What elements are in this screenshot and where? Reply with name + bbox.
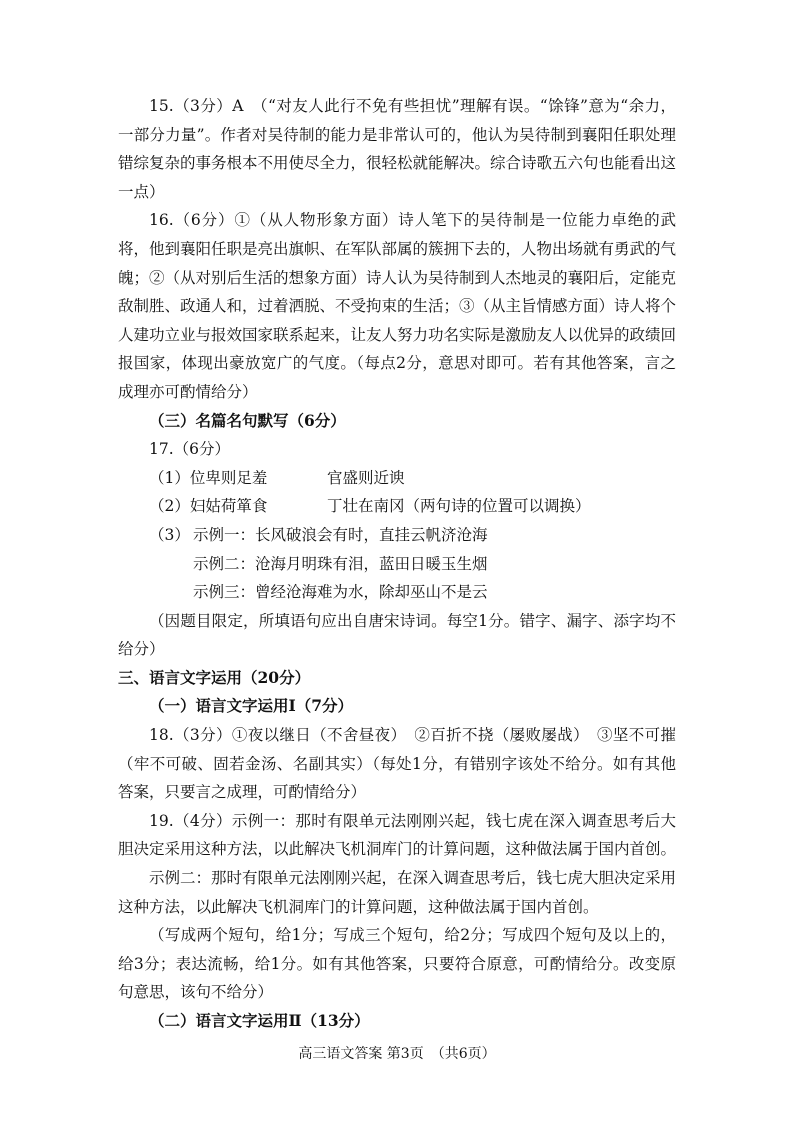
q17-2-first-half: （2）妇姑荷箪食 (149, 497, 268, 516)
answer-q16: 16.（6分）①（从人物形象方面）诗人笔下的吴待制是一位能力卓绝的武将，他到襄阳任职是亮出旗帜、在军队部属的簇拥下去的，人物出场就有勇武的气魄；②（从对别后生活的想象方面）诗人认为吴待制到人杰地灵的襄阳后，定能克敌制胜、政通人和，过着洒脱、不受拘束的生活；③（从主旨情感方面）诗人将个人建功立业与报效国家联系起来，让友人努力功名实际是激励友人以优异的政绩回报国家，体现出豪放宽广的气度。（每点2分，意思对即可。若有其他答案，言之成理亦可酌情给分） (118, 211, 677, 401)
answer-q17-line-4 (118, 550, 676, 579)
q17-1-second-half: 官盛则近谀 (327, 468, 405, 487)
q17-3-example-2: 示例二：沧海月明珠有泪，蓝田日暖玉生烟 (193, 554, 488, 573)
part-heading-language-use: 三、语言文字运用（20分） (118, 667, 311, 687)
answer-q17-note: （因题目限定，所填语句应出自唐宋诗词。每空1分。错字、漏字、添字均不给分） (118, 611, 676, 659)
answer-q19-example-1: 19.（4分）示例一：那时有限单元法刚刚兴起，钱七虎在深入调查思考后大胆决定采用这种方法，以此解决飞机洞库门的计算问题，这种做法属于国内首创。 (118, 811, 677, 859)
q17-2-second-half: 丁壮在南冈（两句诗的位置可以调换） (327, 497, 591, 516)
q17-3-example-1: 示例一：长风破浪会有时，直挂云帆济沧海 (193, 525, 488, 544)
answer-q17-line-1 (118, 464, 676, 493)
answer-q19-example-2: 示例二：那时有限单元法刚刚兴起，在深入调查思考后，钱七虎大胆决定采用这种方法，以此解决飞机洞库门的计算问题，这种做法属于国内首创。 (118, 869, 677, 916)
answer-q17-line-3 (118, 521, 676, 550)
q17-1-first-half: （1）位卑则足羞 (149, 468, 268, 487)
section-heading-mingpian: （三）名篇名句默写（6分） (149, 410, 346, 430)
page-footer: 高三语文答案 第3页 （共6页） (298, 1046, 496, 1062)
answer-q18: 18.（3分）①夜以继日（不舍昼夜） ②百折不挠（屡败屡战） ③坚不可摧（牢不可破、固若金汤、名副其实）（每处1分，有错别字该处不给分。如有其他答案，只要言之成理，可酌情给分） (118, 726, 676, 802)
q17-3-example-3: 示例三：曾经沧海难为水，除却巫山不是云 (193, 583, 488, 602)
subsection-heading-2: （二）语言文字运用Ⅱ（13分） (149, 1011, 370, 1030)
q17-3-label: （3） (149, 525, 190, 544)
answer-q19-note: （写成两个短句，给1分；写成三个短句，给2分；写成四个短句及以上的，给3分；表达流畅，给1分。如有其他答案，只要符合原意，可酌情给分。改变原句意思，该句不给分） (118, 926, 676, 1002)
answer-q17-heading: 17.（6分） (149, 440, 231, 459)
answer-q15: 15.（3分）A （“对友人此行不免有些担忧”理解有误。“馀锋”意为“余力，一部分力量”。作者对吴待制的能力是非常认可的，他认为吴待制到襄阳任职处理错综复杂的事务根本不用使尽全力，很轻松就能解决。综合诗歌五六句也能看出这一点） (118, 97, 677, 201)
answer-q17-line-2 (118, 492, 676, 521)
answer-q17-line-5 (118, 578, 676, 607)
subsection-heading-1: （一）语言文字运用Ⅰ（7分） (149, 696, 354, 716)
